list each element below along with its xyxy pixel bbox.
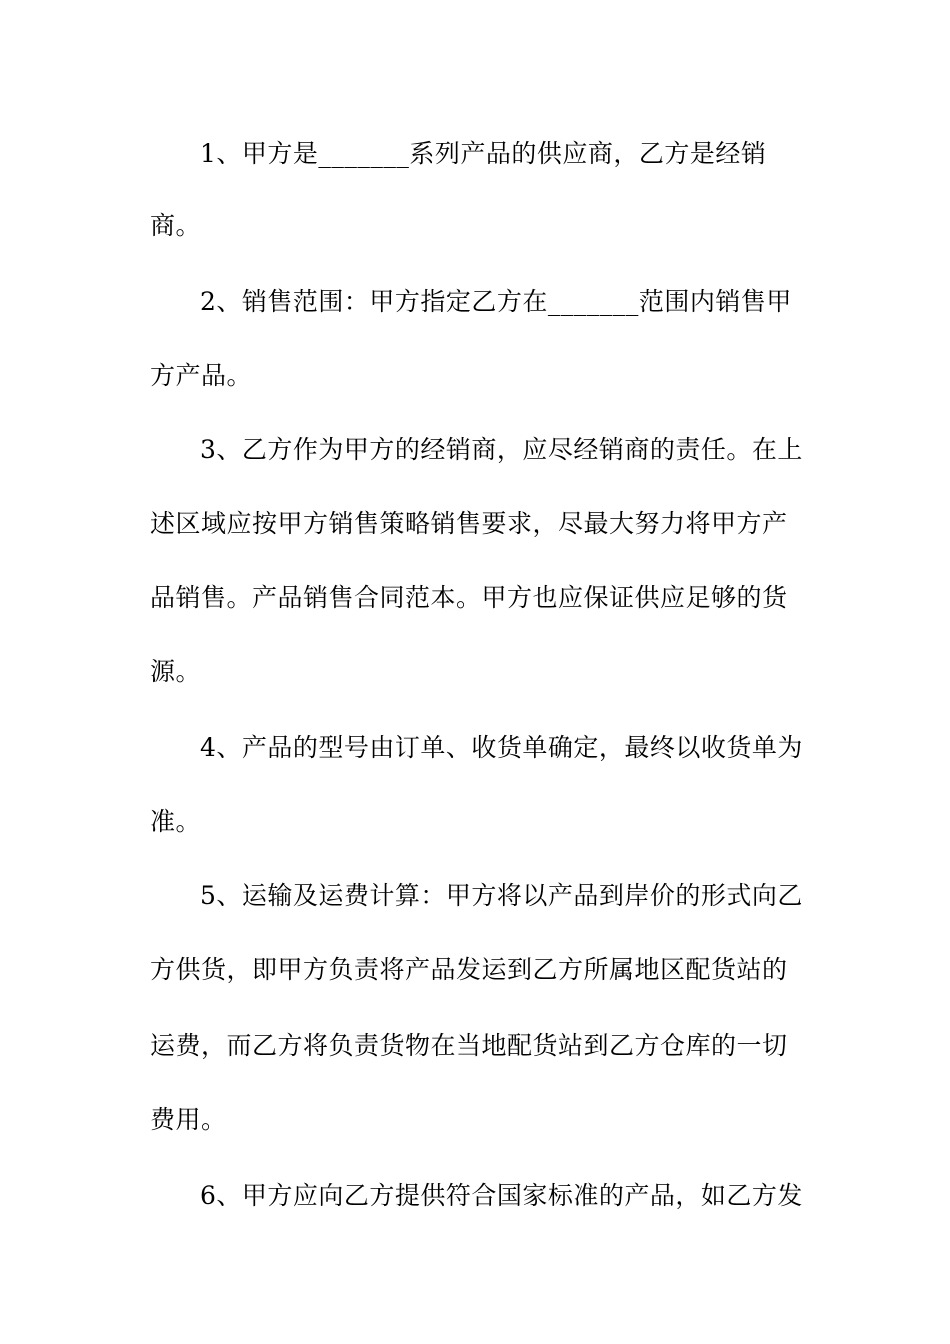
clause-1-line-2: 商。 bbox=[150, 211, 202, 240]
clause-3-line-2: 述区域应按甲方销售策略销售要求，尽最大努力将甲方产 bbox=[150, 509, 788, 538]
clause-5-line-1: 5、运输及运费计算：甲方将以产品到岸价的形式向乙 bbox=[200, 881, 803, 910]
clause-3-line-1: 3、乙方作为甲方的经销商，应尽经销商的责任。在上 bbox=[200, 435, 803, 464]
clause-5-line-2: 方供货，即甲方负责将产品发运到乙方所属地区配货站的 bbox=[150, 955, 788, 984]
clause-4-line-2: 准。 bbox=[150, 807, 202, 836]
clause-2-line-2: 方产品。 bbox=[150, 361, 253, 390]
clause-1-line-1: 1、甲方是_______系列产品的供应商，乙方是经销 bbox=[200, 139, 767, 168]
clause-2-line-1: 2、销售范围：甲方指定乙方在_______范围内销售甲 bbox=[200, 287, 792, 316]
clause-3-line-3: 品销售。产品销售合同范本。甲方也应保证供应足够的货 bbox=[150, 583, 788, 612]
clause-5-line-3: 运费，而乙方将负责货物在当地配货站到乙方仓库的一切 bbox=[150, 1031, 788, 1060]
clause-4-line-1: 4、产品的型号由订单、收货单确定，最终以收货单为 bbox=[200, 733, 803, 762]
clause-6-line-1: 6、甲方应向乙方提供符合国家标准的产品，如乙方发 bbox=[200, 1181, 803, 1210]
clause-3-line-4: 源。 bbox=[150, 657, 202, 686]
clause-5-line-4: 费用。 bbox=[150, 1105, 227, 1134]
